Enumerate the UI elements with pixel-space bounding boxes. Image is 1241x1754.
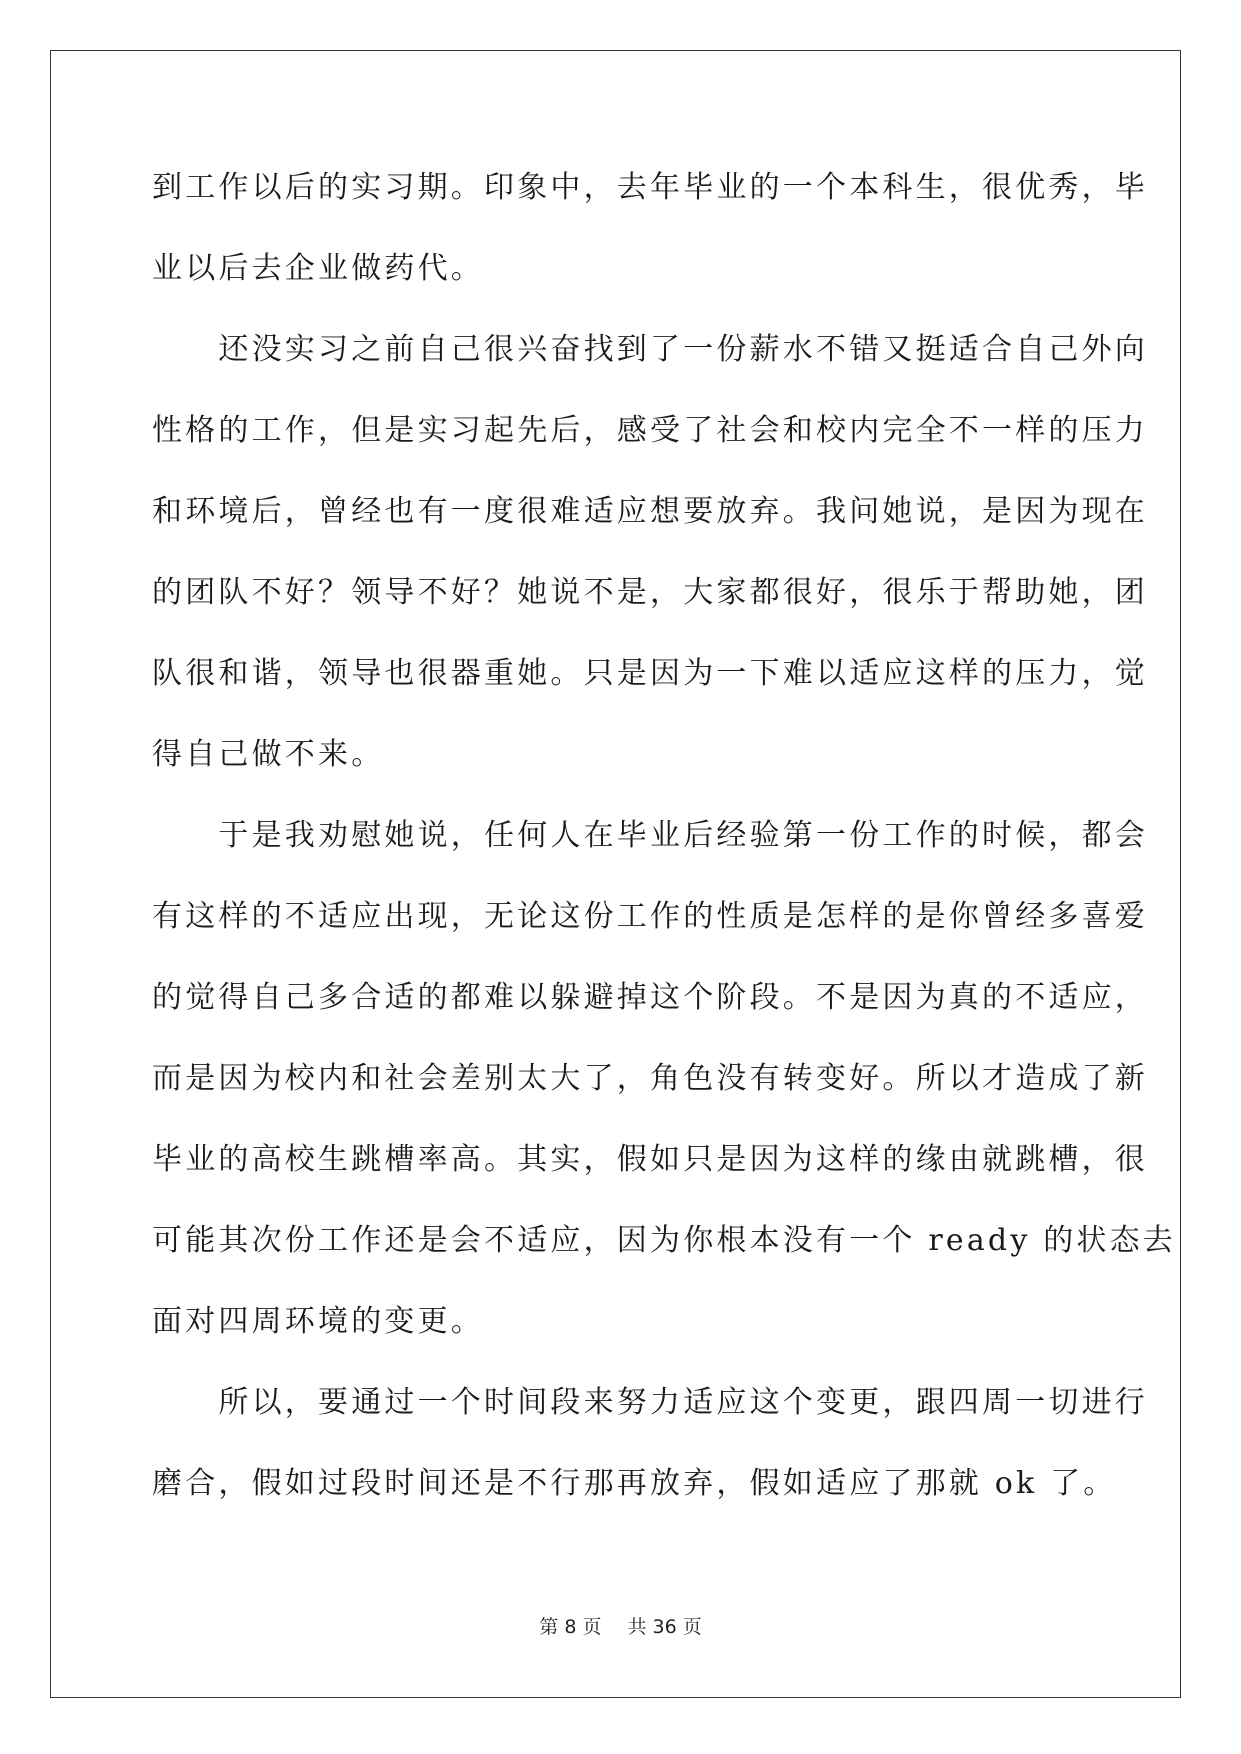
- text-line: 面对四周环境的变更。: [152, 1304, 484, 1339]
- page-number-current: 第 8 页: [539, 1616, 602, 1638]
- document-body: [152, 168, 1177, 1545]
- text-line: 得自己做不来。: [152, 737, 385, 772]
- page-number-total: 共 36 页: [627, 1616, 702, 1638]
- text-line: 的觉得自己多合适的都难以躲避掉这个阶段。不是因为真的不适应，: [152, 980, 1148, 1015]
- text-line: 到工作以后的实习期。印象中，去年毕业的一个本科生，很优秀，毕: [152, 170, 1148, 205]
- text-line: 可能其次份工作还是会不适应，因为你根本没有一个 ready 的状态去: [152, 1223, 1177, 1258]
- text-line: 有这样的不适应出现，无论这份工作的性质是怎样的是你曾经多喜爱: [152, 899, 1148, 934]
- text-line: 毕业的高校生跳槽率高。其实，假如只是因为这样的缘由就跳槽，很: [152, 1142, 1148, 1177]
- text-line: 磨合，假如过段时间还是不行那再放弃，假如适应了那就 ok 了。: [152, 1466, 1117, 1501]
- page-footer: [0, 1612, 1241, 1639]
- text-line: 的团队不好？领导不好？她说不是，大家都很好，很乐于帮助她，团: [152, 575, 1148, 610]
- text-line: 业以后去企业做药代。: [152, 251, 484, 286]
- text-line: 于是我劝慰她说，任何人在毕业后经验第一份工作的时候，都会: [152, 818, 1148, 853]
- text-line: 性格的工作，但是实习起先后，感受了社会和校内完全不一样的压力: [152, 413, 1148, 448]
- text-line: 还没实习之前自己很兴奋找到了一份薪水不错又挺适合自己外向: [152, 332, 1148, 367]
- text-line: 而是因为校内和社会差别太大了，角色没有转变好。所以才造成了新: [152, 1061, 1148, 1096]
- text-line: 所以，要通过一个时间段来努力适应这个变更，跟四周一切进行: [152, 1385, 1148, 1420]
- text-line: 和环境后，曾经也有一度很难适应想要放弃。我问她说，是因为现在: [152, 494, 1148, 529]
- text-line: 队很和谐，领导也很器重她。只是因为一下难以适应这样的压力，觉: [152, 656, 1148, 691]
